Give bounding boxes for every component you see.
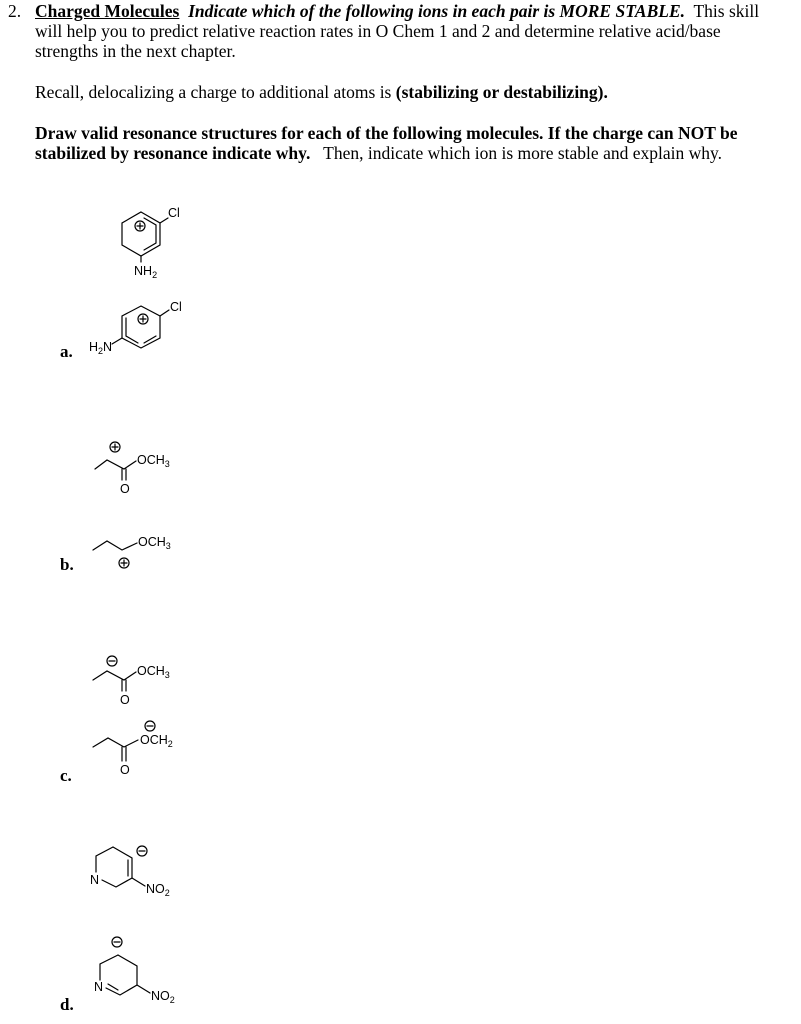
part-label-b: b. [60, 555, 74, 574]
group-och3-b2: $OCH_3$ [138, 535, 171, 551]
atom-cl-a1: Cl [168, 206, 180, 220]
recall-options: (stabilizing or destabilizing). [395, 82, 608, 102]
atom-h2n-a2: $H_2N$ [89, 340, 113, 356]
molecule-a1 [122, 212, 168, 262]
atom-n-d2: N [94, 980, 104, 994]
group-no2-d2: $NO_2$ [151, 989, 175, 1005]
group-no2-d1: $NO_2$ [146, 882, 170, 898]
question-instruction: Indicate which of the following ions in each pair is MORE STABLE. [188, 1, 686, 21]
task-bold: Draw valid resonance structures for each of the following molecules. If the charge can NOT be stabilized by resonance indicate why. [35, 123, 738, 163]
group-och2-c2: $OCH_2$ [140, 733, 173, 749]
atom-nh2-a1: $NH_2$ [134, 264, 158, 280]
part-label-d: d. [60, 995, 74, 1014]
molecule-b1 [95, 442, 136, 480]
question-number: 2. [8, 1, 22, 21]
atom-cl-a2: Cl [170, 300, 182, 314]
question-description: This skill will help you to predict relative reaction rates in O Chem 1 and 2 and determine relative acid/base strengths in the next chapter. [35, 1, 760, 61]
atom-o-b1: O [120, 482, 130, 496]
group-och3-c1: $OCH_3$ [137, 664, 170, 680]
molecule-d1 [96, 846, 147, 887]
recall-prefix: Recall, delocalizing a charge to additional atoms is [35, 82, 396, 102]
task-plain: Then, indicate which ion is more stable and explain why. [323, 143, 722, 163]
atom-o-c2: O [120, 763, 130, 777]
molecule-a2 [112, 306, 169, 348]
atom-n-d1: N [90, 873, 100, 887]
molecule-d2 [100, 937, 150, 995]
group-och3-b1: $OCH_3$ [137, 453, 170, 469]
part-label-a: a. [60, 342, 73, 361]
molecule-c1 [93, 656, 136, 691]
atom-o-c1: O [120, 693, 130, 707]
part-label-c: c. [60, 766, 72, 785]
molecule-b2 [93, 541, 137, 568]
question-title: Charged Molecules [35, 1, 180, 21]
